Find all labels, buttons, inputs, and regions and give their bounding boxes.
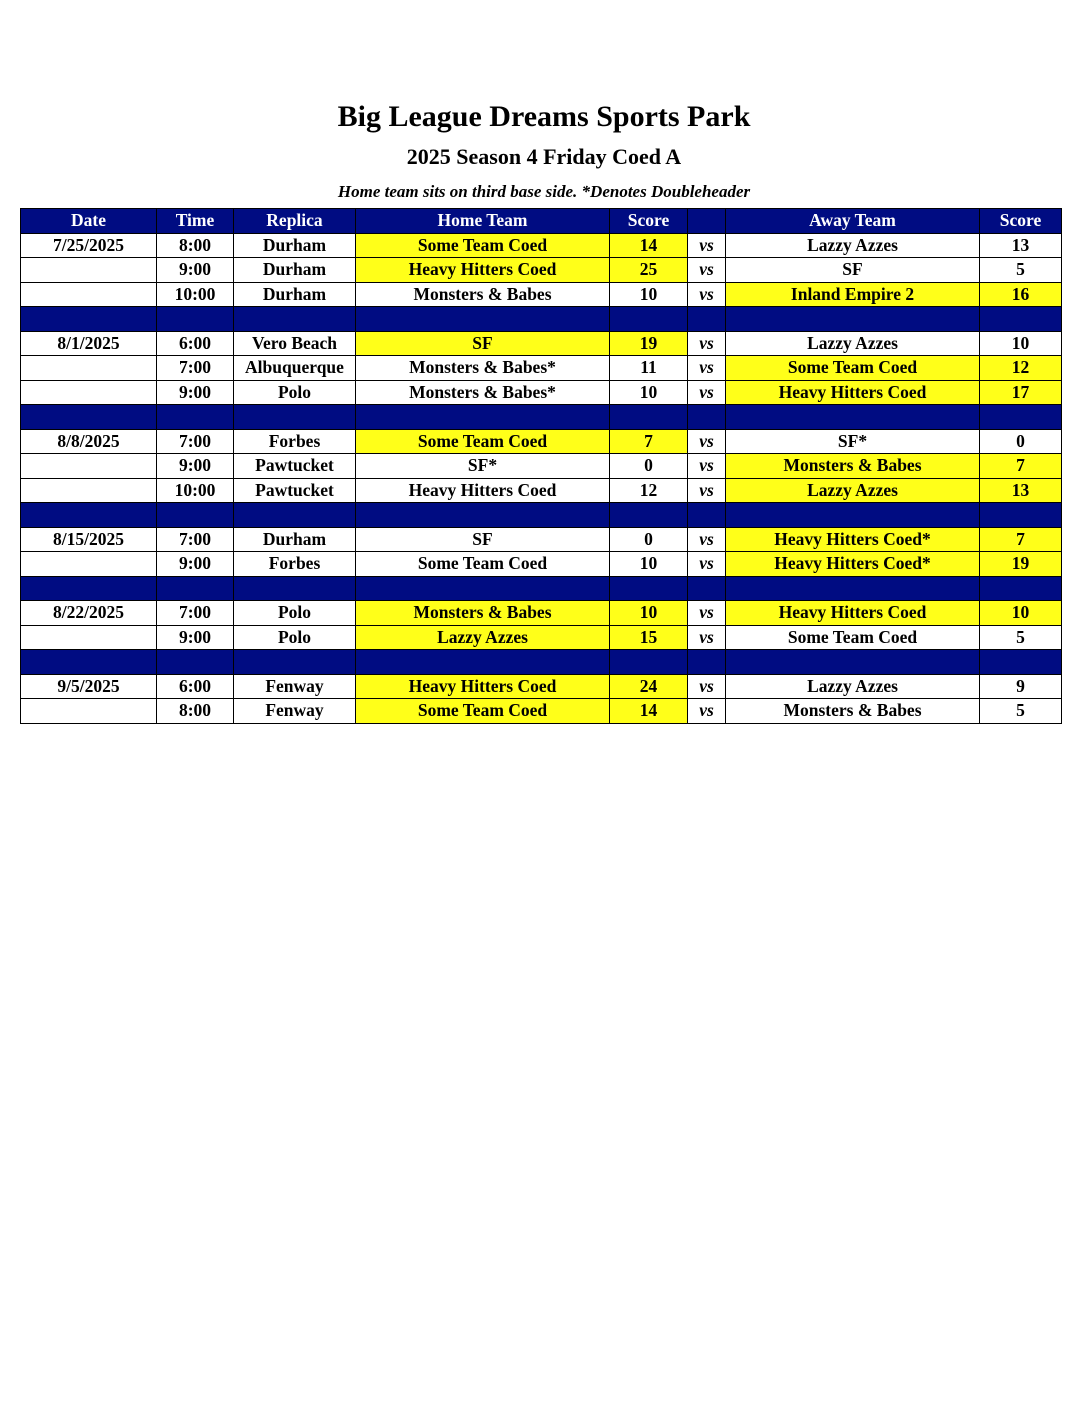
home-team-cell: Monsters & Babes* (356, 380, 610, 405)
separator-cell (980, 650, 1062, 675)
separator-cell (21, 307, 157, 332)
schedule-note: Home team sits on third base side. *Denotes Doubleheader (337, 182, 751, 201)
date-cell: 8/8/2025 (21, 429, 157, 454)
col-header-date: Date (21, 209, 157, 234)
home-team-cell: Lazzy Azzes (356, 625, 610, 650)
replica-cell: Albuquerque (234, 356, 356, 381)
away-team-cell: Lazzy Azzes (726, 478, 980, 503)
separator-cell (610, 307, 688, 332)
away-score-cell: 10 (980, 601, 1062, 626)
home-score-cell: 10 (610, 601, 688, 626)
separator-cell (610, 650, 688, 675)
away-team-cell: Some Team Coed (726, 356, 980, 381)
replica-cell: Forbes (234, 429, 356, 454)
separator-cell (688, 576, 726, 601)
separator-cell (234, 307, 356, 332)
col-header-away-team: Away Team (726, 209, 980, 234)
date-cell (21, 478, 157, 503)
game-row (21, 699, 1062, 724)
col-header-home-team: Home Team (356, 209, 610, 234)
time-cell: 7:00 (157, 429, 234, 454)
replica-cell: Polo (234, 625, 356, 650)
game-row (21, 552, 1062, 577)
separator-cell (726, 307, 980, 332)
vs-cell: vs (688, 527, 726, 552)
away-score-cell: 5 (980, 699, 1062, 724)
home-team-cell: Heavy Hitters Coed (356, 478, 610, 503)
separator-cell (610, 405, 688, 430)
separator-row (21, 307, 1062, 332)
separator-cell (688, 650, 726, 675)
replica-cell: Durham (234, 233, 356, 258)
away-score-cell: 12 (980, 356, 1062, 381)
separator-row (21, 503, 1062, 528)
home-score-cell: 25 (610, 258, 688, 283)
time-cell: 10:00 (157, 478, 234, 503)
home-team-cell: Some Team Coed (356, 233, 610, 258)
away-team-cell: Heavy Hitters Coed* (726, 527, 980, 552)
home-team-cell: Heavy Hitters Coed (356, 674, 610, 699)
away-score-cell: 19 (980, 552, 1062, 577)
away-score-cell: 13 (980, 478, 1062, 503)
home-team-cell: Monsters & Babes* (356, 356, 610, 381)
home-score-cell: 0 (610, 454, 688, 479)
separator-cell (726, 405, 980, 430)
away-team-cell: Monsters & Babes (726, 699, 980, 724)
home-score-cell: 24 (610, 674, 688, 699)
away-team-cell: Heavy Hitters Coed (726, 601, 980, 626)
col-header-away-score: Score (980, 209, 1062, 234)
separator-cell (234, 405, 356, 430)
separator-cell (980, 503, 1062, 528)
header-row (21, 209, 1062, 234)
separator-cell (21, 503, 157, 528)
away-team-cell: Lazzy Azzes (726, 233, 980, 258)
separator-row (21, 576, 1062, 601)
vs-cell: vs (688, 625, 726, 650)
away-team-cell: Heavy Hitters Coed (726, 380, 980, 405)
replica-cell: Polo (234, 601, 356, 626)
schedule-table (20, 208, 1062, 724)
home-team-cell: SF (356, 331, 610, 356)
separator-cell (157, 405, 234, 430)
time-cell: 7:00 (157, 356, 234, 381)
vs-cell: vs (688, 380, 726, 405)
separator-cell (234, 576, 356, 601)
game-row (21, 331, 1062, 356)
time-cell: 8:00 (157, 699, 234, 724)
home-score-cell: 10 (610, 380, 688, 405)
time-cell: 7:00 (157, 601, 234, 626)
col-header-time: Time (157, 209, 234, 234)
time-cell: 7:00 (157, 527, 234, 552)
separator-row (21, 405, 1062, 430)
home-team-cell: Heavy Hitters Coed (356, 258, 610, 283)
time-cell: 9:00 (157, 625, 234, 650)
vs-cell: vs (688, 356, 726, 381)
vs-cell: vs (688, 699, 726, 724)
date-cell (21, 356, 157, 381)
replica-cell: Durham (234, 282, 356, 307)
separator-cell (356, 503, 610, 528)
replica-cell: Durham (234, 527, 356, 552)
date-cell (21, 380, 157, 405)
away-team-cell: Lazzy Azzes (726, 674, 980, 699)
game-row (21, 454, 1062, 479)
time-cell: 9:00 (157, 258, 234, 283)
vs-cell: vs (688, 258, 726, 283)
separator-cell (21, 405, 157, 430)
time-cell: 8:00 (157, 233, 234, 258)
home-team-cell: Some Team Coed (356, 552, 610, 577)
date-cell: 8/1/2025 (21, 331, 157, 356)
separator-cell (980, 307, 1062, 332)
vs-cell: vs (688, 674, 726, 699)
col-header-vs (688, 209, 726, 234)
home-team-cell: Monsters & Babes (356, 282, 610, 307)
away-team-cell: Monsters & Babes (726, 454, 980, 479)
time-cell: 9:00 (157, 454, 234, 479)
separator-cell (157, 503, 234, 528)
game-row (21, 527, 1062, 552)
replica-cell: Pawtucket (234, 454, 356, 479)
date-cell (21, 258, 157, 283)
game-row (21, 601, 1062, 626)
date-cell: 7/25/2025 (21, 233, 157, 258)
separator-cell (356, 405, 610, 430)
separator-cell (980, 405, 1062, 430)
game-row (21, 478, 1062, 503)
away-score-cell: 16 (980, 282, 1062, 307)
separator-row (21, 650, 1062, 675)
schedule-body (21, 233, 1062, 723)
away-score-cell: 13 (980, 233, 1062, 258)
separator-cell (356, 650, 610, 675)
game-row (21, 233, 1062, 258)
away-score-cell: 17 (980, 380, 1062, 405)
vs-cell: vs (688, 552, 726, 577)
game-row (21, 625, 1062, 650)
home-team-cell: Some Team Coed (356, 429, 610, 454)
time-cell: 10:00 (157, 282, 234, 307)
replica-cell: Fenway (234, 699, 356, 724)
separator-cell (21, 576, 157, 601)
game-row (21, 258, 1062, 283)
date-cell: 8/15/2025 (21, 527, 157, 552)
vs-cell: vs (688, 478, 726, 503)
game-row (21, 380, 1062, 405)
replica-cell: Forbes (234, 552, 356, 577)
vs-cell: vs (688, 601, 726, 626)
time-cell: 6:00 (157, 331, 234, 356)
page-subtitle: 2025 Season 4 Friday Coed A (406, 144, 682, 169)
date-cell: 9/5/2025 (21, 674, 157, 699)
away-team-cell: Heavy Hitters Coed* (726, 552, 980, 577)
separator-cell (157, 576, 234, 601)
home-score-cell: 19 (610, 331, 688, 356)
away-score-cell: 5 (980, 625, 1062, 650)
separator-cell (21, 650, 157, 675)
time-cell: 9:00 (157, 380, 234, 405)
away-score-cell: 10 (980, 331, 1062, 356)
away-score-cell: 7 (980, 527, 1062, 552)
date-cell (21, 699, 157, 724)
time-cell: 6:00 (157, 674, 234, 699)
replica-cell: Polo (234, 380, 356, 405)
game-row (21, 282, 1062, 307)
away-score-cell: 0 (980, 429, 1062, 454)
separator-cell (234, 503, 356, 528)
home-team-cell: Some Team Coed (356, 699, 610, 724)
home-score-cell: 12 (610, 478, 688, 503)
away-team-cell: SF (726, 258, 980, 283)
date-cell (21, 625, 157, 650)
home-score-cell: 14 (610, 699, 688, 724)
separator-cell (726, 650, 980, 675)
date-cell (21, 552, 157, 577)
game-row (21, 429, 1062, 454)
date-cell (21, 282, 157, 307)
away-score-cell: 9 (980, 674, 1062, 699)
away-team-cell: SF* (726, 429, 980, 454)
separator-cell (157, 650, 234, 675)
home-team-cell: SF (356, 527, 610, 552)
separator-cell (726, 503, 980, 528)
vs-cell: vs (688, 282, 726, 307)
home-score-cell: 7 (610, 429, 688, 454)
game-row (21, 356, 1062, 381)
replica-cell: Pawtucket (234, 478, 356, 503)
away-team-cell: Lazzy Azzes (726, 331, 980, 356)
home-score-cell: 10 (610, 552, 688, 577)
game-row (21, 674, 1062, 699)
separator-cell (356, 307, 610, 332)
home-team-cell: SF* (356, 454, 610, 479)
col-header-home-score: Score (610, 209, 688, 234)
replica-cell: Vero Beach (234, 331, 356, 356)
home-team-cell: Monsters & Babes (356, 601, 610, 626)
page-title: Big League Dreams Sports Park (337, 100, 751, 133)
vs-cell: vs (688, 233, 726, 258)
separator-cell (234, 650, 356, 675)
home-score-cell: 15 (610, 625, 688, 650)
home-score-cell: 10 (610, 282, 688, 307)
away-score-cell: 5 (980, 258, 1062, 283)
time-cell: 9:00 (157, 552, 234, 577)
vs-cell: vs (688, 429, 726, 454)
away-score-cell: 7 (980, 454, 1062, 479)
date-cell: 8/22/2025 (21, 601, 157, 626)
separator-cell (356, 576, 610, 601)
col-header-replica: Replica (234, 209, 356, 234)
home-score-cell: 0 (610, 527, 688, 552)
vs-cell: vs (688, 454, 726, 479)
away-team-cell: Inland Empire 2 (726, 282, 980, 307)
replica-cell: Durham (234, 258, 356, 283)
replica-cell: Fenway (234, 674, 356, 699)
separator-cell (980, 576, 1062, 601)
home-score-cell: 11 (610, 356, 688, 381)
separator-cell (688, 307, 726, 332)
date-cell (21, 454, 157, 479)
separator-cell (688, 503, 726, 528)
home-score-cell: 14 (610, 233, 688, 258)
separator-cell (610, 503, 688, 528)
separator-cell (157, 307, 234, 332)
separator-cell (688, 405, 726, 430)
separator-cell (726, 576, 980, 601)
away-team-cell: Some Team Coed (726, 625, 980, 650)
separator-cell (610, 576, 688, 601)
vs-cell: vs (688, 331, 726, 356)
